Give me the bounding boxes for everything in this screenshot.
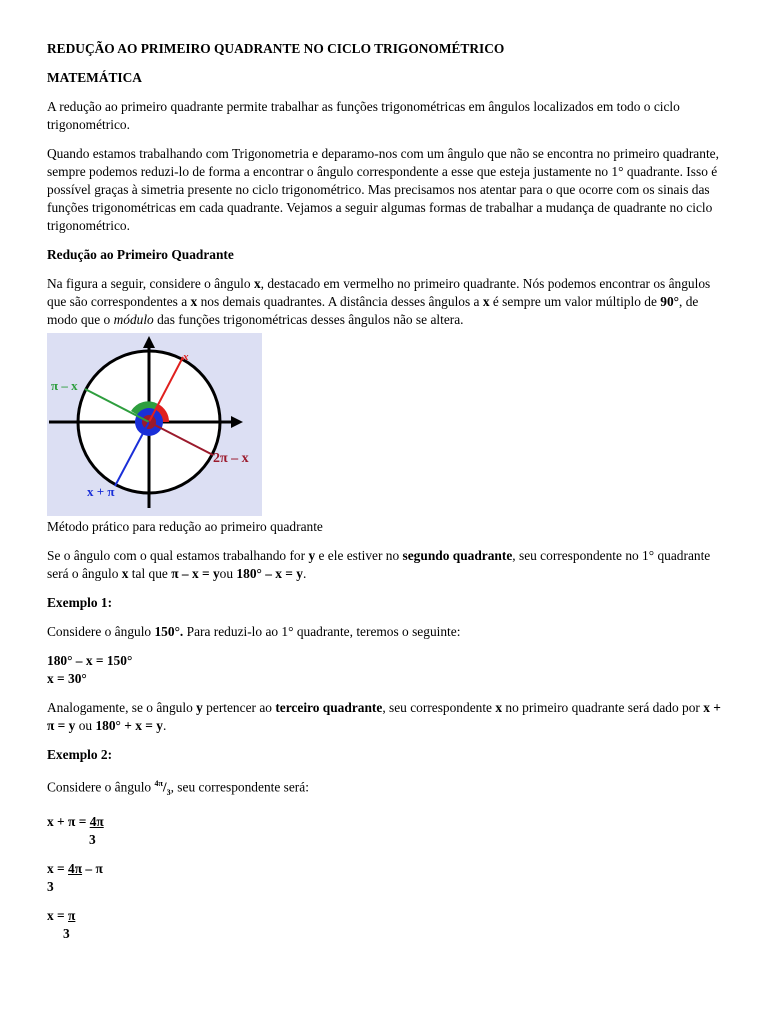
fraction-denominator: 3: [166, 788, 171, 798]
fraction-slash: /: [162, 779, 167, 795]
example-1-heading: Exemplo 1:: [47, 595, 113, 610]
var-y: y: [308, 548, 316, 563]
document-page: [47, 40, 727, 954]
equation-left: x =: [47, 861, 69, 877]
text-run: tal que: [128, 566, 172, 581]
text-run: no primeiro quadrante será dado por: [502, 700, 704, 715]
fraction-denominator: 3: [47, 879, 54, 895]
trig-circle-figure: [47, 333, 262, 516]
fraction-numerator: 4π: [154, 779, 163, 788]
example-2-equation-3: [47, 907, 727, 943]
fraction-denominator: 3: [89, 832, 96, 848]
document-title: REDUÇÃO AO PRIMEIRO QUADRANTE NO CICLO TRIGONOMÉTRICO: [47, 41, 505, 56]
text-run: .: [302, 566, 307, 581]
text-run: , seu correspondente: [382, 700, 496, 715]
text-run: é sempre um valor múltiplo de: [489, 294, 661, 309]
var-y: y: [196, 700, 203, 715]
example-1-equation-b: x = 30°: [47, 671, 87, 686]
text-run: Se o ângulo com o qual estamos trabalhando for: [47, 548, 309, 563]
fraction-numerator: 4π: [68, 861, 83, 877]
equation-inline: π – x = y: [171, 566, 220, 581]
example-2-statement: [47, 775, 727, 802]
text-run: Para reduzi-lo ao 1° quadrante, teremos o seguinte:: [183, 624, 461, 639]
example-2-equation-1: [47, 813, 727, 849]
equation-inline: 180° – x = y: [236, 566, 303, 581]
text-run: , seu correspondente será:: [170, 779, 309, 795]
text-run: Considere o ângulo: [47, 779, 155, 795]
var-x: x: [482, 294, 490, 309]
fraction-numerator: π: [68, 908, 76, 924]
var-x: x: [121, 566, 129, 581]
text-run: , seu correspondente no 1° quadrante será o ângulo: [47, 548, 711, 581]
degree-value: 90°: [660, 294, 679, 309]
equation-inline: 180° + x = y: [95, 718, 163, 733]
trig-circle-svg: [47, 333, 262, 516]
text-run: Na figura a seguir, considere o ângulo: [47, 276, 254, 291]
intro-paragraph-1: A redução ao primeiro quadrante permite trabalhar as funções trigonométricas em ângulos localizados em todo o ciclo trigonométrico.: [47, 99, 680, 132]
text-run: .: [162, 718, 167, 733]
example-2-equation-2: [47, 860, 727, 896]
text-run: Analogamente, se o ângulo: [47, 700, 197, 715]
text-run: ou: [75, 718, 96, 733]
label-2pi-minus-x: 2π – x: [213, 451, 249, 466]
label-x-plus-pi: x + π: [87, 484, 115, 499]
example-2-heading: Exemplo 2:: [47, 747, 113, 762]
y-axis-arrow: [143, 336, 155, 348]
text-run: e ele estiver no: [315, 548, 403, 563]
fraction-denominator: 3: [63, 926, 70, 942]
x-axis-arrow: [231, 416, 243, 428]
label-x: x: [183, 351, 189, 363]
intro-paragraph-2: Quando estamos trabalhando com Trigonometria e deparamo-nos com um ângulo que não se encontra no primeiro quadrante, sempre podemos reduzi-lo de forma a encontrar o ângulo correspondente a esse que esteja justamente no 1° quadrante. Isso é possível graças à simetria presente no ciclo trigonométrico. Mas precisamos nos atentar para o que ocorre com os sinais das funções trigonométricas em cada quadrante. Vejamos a seguir algumas formas de trabalhar a mudança de quadrante no ciclo trigonométrico.: [47, 146, 719, 233]
angle-value: 150°.: [154, 624, 184, 639]
figure-caption: Método prático para redução ao primeiro quadrante: [47, 519, 323, 534]
text-run: , de modo que o: [47, 294, 699, 327]
var-x: x: [495, 700, 503, 715]
equation-left: x + π =: [47, 814, 90, 830]
figure-intro-paragraph: [47, 275, 727, 329]
label-pi-minus-x: π – x: [51, 378, 78, 393]
equation-rest: – π: [82, 861, 103, 877]
text-run: , destacado em vermelho no primeiro quadrante. Nós podemos encontrar os ângulos que são correspondentes a: [47, 276, 711, 309]
fraction-numerator: 4π: [89, 814, 104, 830]
text-run: Considere o ângulo: [47, 624, 155, 639]
var-x: x: [253, 276, 261, 291]
quadrant-name: segundo quadrante: [402, 548, 513, 563]
text-run: das funções trigonométricas desses ângulos não se altera.: [153, 312, 464, 327]
section-heading: Redução ao Primeiro Quadrante: [47, 247, 234, 262]
equation-left: x =: [47, 908, 69, 924]
example-1-statement: [47, 623, 727, 641]
text-run: nos demais quadrantes. A distância desses ângulos a: [197, 294, 483, 309]
second-quadrant-paragraph: [47, 547, 727, 583]
modulo-word: módulo: [113, 312, 154, 327]
var-x: x: [190, 294, 198, 309]
equation-inline: x + π = y: [47, 700, 721, 733]
third-quadrant-paragraph: [47, 699, 727, 735]
quadrant-name: terceiro quadrante: [275, 700, 383, 715]
example-1-equation-a: 180° – x = 150°: [47, 653, 133, 668]
text-run: ou: [219, 566, 237, 581]
text-run: pertencer ao: [202, 700, 276, 715]
subject-heading: MATEMÁTICA: [47, 70, 142, 85]
